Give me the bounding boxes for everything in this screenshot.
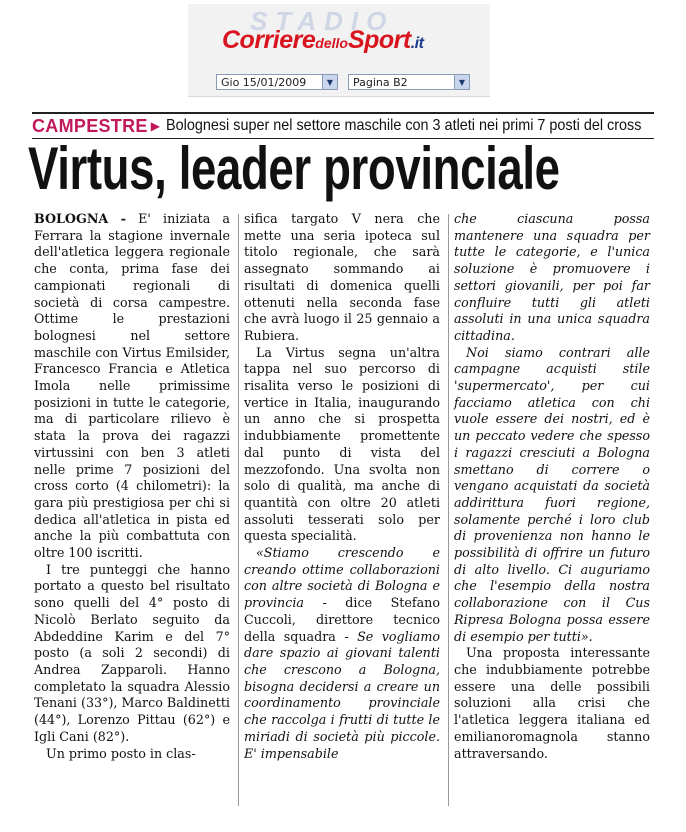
edition-selectors [216, 74, 470, 90]
chevron-down-icon[interactable]: ▼ [322, 75, 337, 89]
quote-text: Se vogliamo dare spazio ai giovani talenti che crescono a Bologna, bisogna decidersi a creare un coordinamento provinciale che raccolga i frutti di tutte le miriadi di società più piccole. E' impensabile [244, 628, 440, 761]
masthead [188, 4, 490, 97]
column-divider [238, 214, 239, 806]
quote-attribution: - dice Stefano Cuccoli, direttore tecnico della squadra - [244, 595, 440, 644]
article-column-3 [454, 211, 650, 762]
article-column-2 [244, 211, 440, 762]
paragraph-text: E' iniziata a Ferrara la stagione invernale dell'atletica leggera regionale che conta, prima fase dei campionati regionali di società di corsa campestre. Ottime le prestazioni bolognesi nel settore maschile con Virtus Emilsider, Francesco Francia e Atletica Imola nelle primissime posizioni in tutte le categorie, ma di particolare rilievo è stata la prova dei ragazzi virtussini con ben 3 atleti nelle prime 7 posizioni del cross corto (4 chilometri): la gara più prestigiosa per chi si dedica all'atletica in pista ed anche la più combattuta con oltre 100 iscritti. [34, 211, 230, 561]
corriere-dello-sport-logo[interactable] [222, 26, 423, 55]
article-paragraph: Noi siamo contrari alle campagne acquisti stile 'supermercato', per cui facciamo atletica con chi vuole essere dei nostri, ed è un peccato vedere che spesso i ragazzi cresciuti a Bologna smettano di correre o vengano acquistati da società addirittura fuori regione, solamente perché i loro club di provenienza non hanno le possibilità di offrire un futuro di alto livello. Ci auguriamo che l'esempio della nostra collaborazione con il Cus Ripresa Bologna possa essere di esempio per tutti». [454, 344, 650, 644]
logo-it: .it [410, 35, 424, 52]
article-paragraph: I tre punteggi che hanno portato a questo bel risultato sono quelli del 4° posto di Nicolò Berlato seguito da Abdeddine Karim e del 7° posto (a soli 2 secondi) di Andrea Zapparoli. Hanno completato la squadra Alessio Tenani (33°), Marco Baldinetti (44°), Lorenzo Pittau (62°) e Igli Cani (82°). [34, 561, 230, 744]
article-paragraph: Una proposta interessante che indubbiamente potrebbe essere una delle possibili soluzioni alla crisi che l'atletica leggera italiana ed emilianoromagnola stanno attraversando. [454, 645, 650, 761]
logo-sport: Sport [347, 26, 411, 54]
stadio-watermark: STADIO [250, 6, 395, 36]
article-paragraph: sifica targato V nera che mette una seria ipoteca sul titolo regionale, che sarà assegnato sommando ai risultati di domenica quelli ottenuti nella seconda fase che avrà luogo il 25 gennaio a Rubiera. [244, 211, 440, 343]
logo-dello: dello [315, 35, 348, 51]
quote-text: «Stiamo crescendo e creando ottime collaborazioni con altre società di Bologna e provincia [244, 545, 440, 611]
date-select-value: Gio 15/01/2009 [221, 75, 307, 89]
kicker-category: CAMPESTRE [32, 115, 148, 136]
page-select[interactable] [348, 74, 470, 90]
headline: Virtus, leader provinciale [28, 135, 560, 202]
article-column-1 [34, 211, 230, 762]
triangle-right-icon: ▶ [150, 119, 160, 133]
page-select-value: Pagina B2 [353, 75, 408, 89]
article-paragraph: La Virtus segna un'altra tappa nel suo percorso di risalita verso le posizioni di vertice in Italia, inaugurando un anno che si prospetta indubbiamente promettente dal punto di vista del mezzofondo. Una svolta non solo di qualità, ma anche di quantità con oltre 20 atleti assoluti tesserati solo per questa specialità. [244, 344, 440, 544]
article-paragraph [244, 545, 440, 762]
date-select[interactable] [216, 74, 338, 90]
article-paragraph [34, 211, 230, 562]
dateline: BOLOGNA - [34, 211, 127, 226]
article-paragraph: che ciascuna possa mantenere una squadra per tutte le categorie, e l'unica soluzione è promuovere i settori giovanili, per poi far confluire tutti gli atleti assoluti in una unica squadra cittadina. [454, 211, 650, 343]
logo-corriere: Corriere [222, 26, 316, 54]
chevron-down-icon[interactable]: ▼ [454, 75, 469, 89]
article-paragraph: Un primo posto in clas- [46, 745, 196, 761]
kicker-subtitle: Bolognesi super nel settore maschile con 3 atleti nei primi 7 posti del cross [165, 117, 642, 134]
column-divider [448, 214, 449, 806]
